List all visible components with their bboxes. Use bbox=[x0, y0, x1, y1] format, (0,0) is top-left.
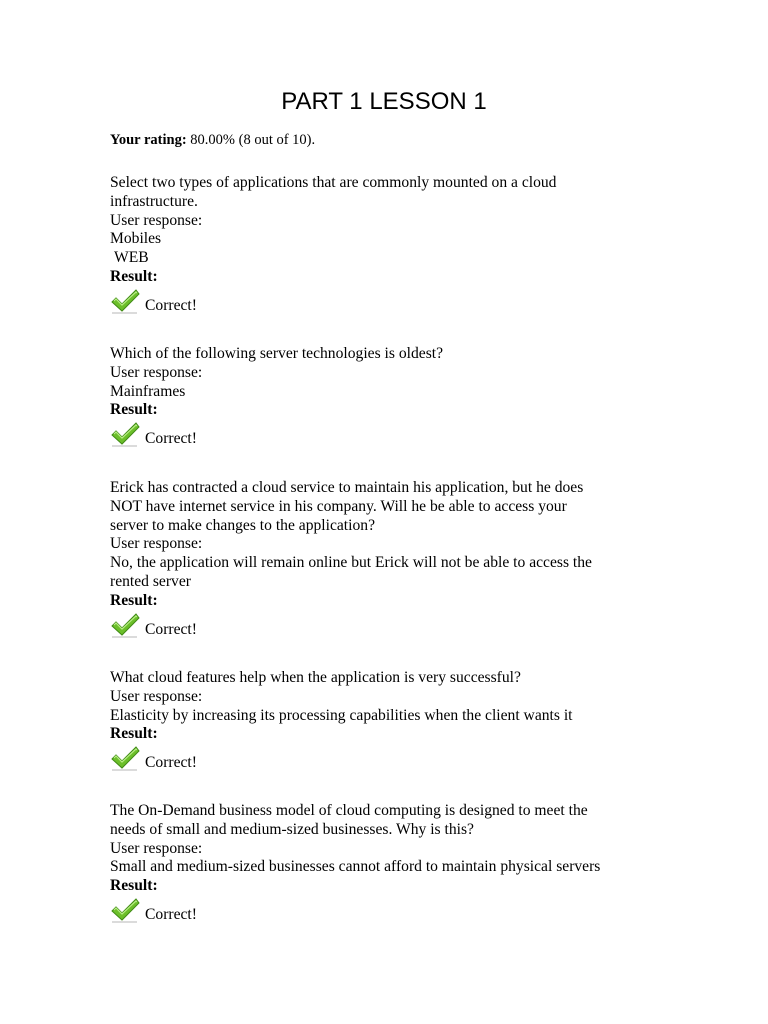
user-response-text: Mainframes bbox=[110, 382, 186, 400]
checkmark-icon bbox=[110, 611, 140, 639]
result-row bbox=[110, 420, 710, 450]
result-label: Result: bbox=[110, 591, 158, 609]
page-title: PART 1 LESSON 1 bbox=[281, 88, 487, 115]
question-text: What cloud features help when the application is very successful? bbox=[110, 669, 521, 686]
question-block bbox=[110, 802, 710, 926]
user-response-label: User response: bbox=[110, 363, 203, 381]
result-row bbox=[110, 287, 710, 317]
question-text: Erick has contracted a cloud service to maintain his application, but he does bbox=[110, 479, 584, 496]
result-label: Result: bbox=[110, 401, 158, 419]
result-text: Correct! bbox=[145, 430, 197, 448]
user-response-text: Mobiles bbox=[110, 230, 162, 248]
user-response-label: User response: bbox=[110, 211, 203, 229]
question-text: The On-Demand business model of cloud computing is designed to meet the bbox=[110, 802, 588, 819]
result-row bbox=[110, 896, 710, 926]
user-response-label: User response: bbox=[110, 535, 203, 553]
checkmark-icon bbox=[110, 896, 140, 924]
checkmark-icon bbox=[110, 744, 140, 772]
result-row bbox=[110, 611, 710, 641]
checkmark-icon bbox=[110, 287, 140, 315]
result-label: Result: bbox=[110, 267, 158, 285]
user-response-text: No, the application will remain online but Erick will not be able to access the bbox=[110, 554, 592, 572]
user-response-text: WEB bbox=[114, 249, 149, 267]
rating-value: 80.00% (8 out of 10). bbox=[190, 132, 316, 148]
result-text: Correct! bbox=[145, 296, 197, 314]
user-response-label: User response: bbox=[110, 687, 203, 705]
result-row bbox=[110, 744, 710, 774]
user-response-text: Elasticity by increasing its processing capabilities when the client wants it bbox=[110, 706, 573, 724]
question-block bbox=[110, 669, 710, 774]
question-text: needs of small and medium-sized businesses. Why is this? bbox=[110, 820, 474, 838]
question-text: Select two types of applications that are commonly mounted on a cloud bbox=[110, 174, 557, 191]
question-text: NOT have internet service in his company. Will he be able to access your bbox=[110, 497, 567, 515]
question-text: server to make changes to the application? bbox=[110, 516, 375, 534]
user-response-text: rented server bbox=[110, 572, 191, 590]
question-block bbox=[110, 174, 710, 317]
rating-line bbox=[110, 131, 315, 150]
checkmark-icon bbox=[110, 420, 140, 448]
result-text: Correct! bbox=[145, 905, 197, 923]
result-text: Correct! bbox=[145, 754, 197, 772]
question-block bbox=[110, 479, 710, 641]
question-text: Which of the following server technologies is oldest? bbox=[110, 345, 444, 362]
question-text: infrastructure. bbox=[110, 192, 198, 210]
user-response-label: User response: bbox=[110, 839, 203, 857]
result-text: Correct! bbox=[145, 620, 197, 638]
rating-label: Your rating: bbox=[110, 132, 187, 148]
question-block bbox=[110, 345, 710, 450]
result-label: Result: bbox=[110, 725, 158, 743]
result-label: Result: bbox=[110, 877, 158, 895]
user-response-text: Small and medium-sized businesses cannot afford to maintain physical servers bbox=[110, 858, 601, 876]
